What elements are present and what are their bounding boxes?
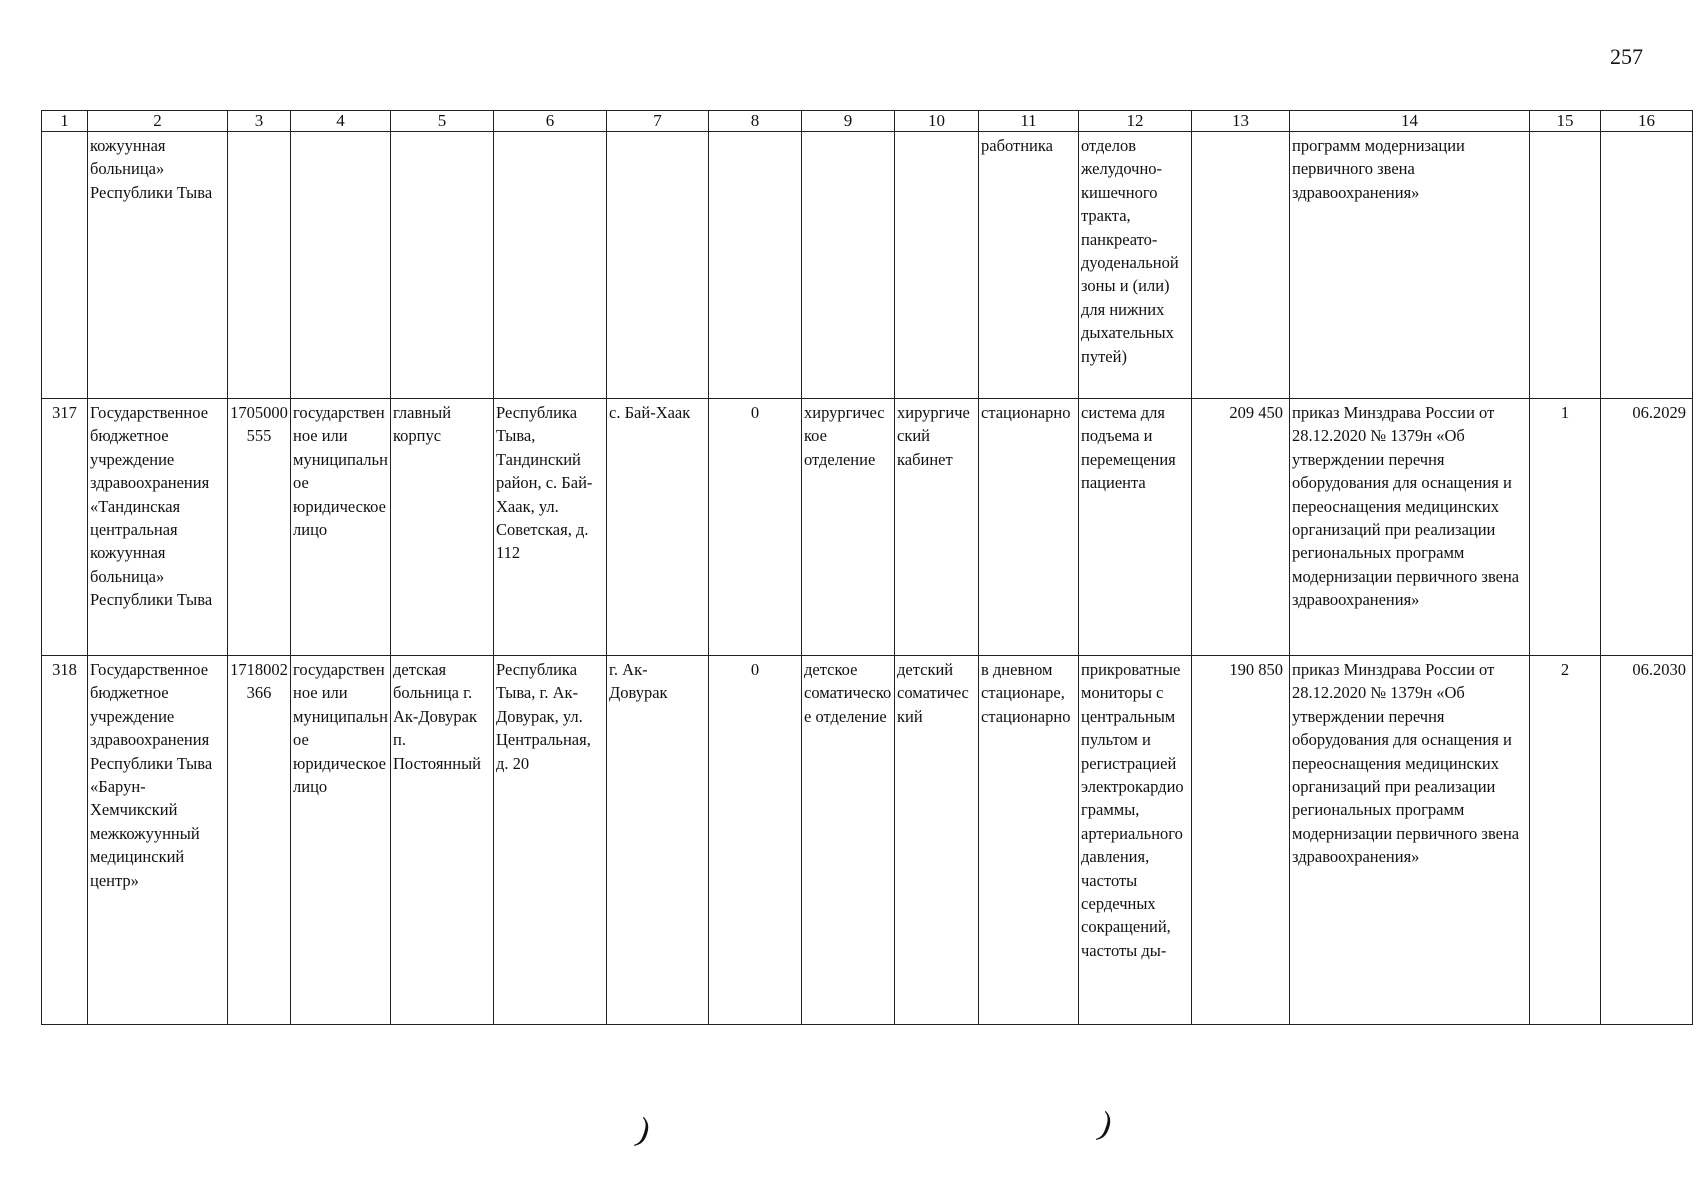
table-cell-col-11: стационарно xyxy=(979,399,1079,656)
column-header-3: 3 xyxy=(228,111,291,132)
table-cell-col-15: 2 xyxy=(1530,656,1601,1025)
table-cell-col-14: приказ Минздрава России от 28.12.2020 № 1379н «Об утверждении перечня оборудования для оснащения и переоснащения медицинских организаций при реализации региональных программ модернизации первичного звена здравоохранения» xyxy=(1290,399,1530,656)
column-header-5: 5 xyxy=(391,111,494,132)
table-cell-col-10: детский соматический xyxy=(895,656,979,1025)
table-cell-col-9: хирургическое отделение xyxy=(802,399,895,656)
column-header-11: 11 xyxy=(979,111,1079,132)
column-header-9: 9 xyxy=(802,111,895,132)
table-cell-col-13: 209 450 xyxy=(1192,399,1290,656)
table-cell-col-4: государственное или муниципальное юридическое лицо xyxy=(291,656,391,1025)
table-cell-col-5 xyxy=(391,132,494,399)
table-cell-col-5: главный корпус xyxy=(391,399,494,656)
table-cell-col-9 xyxy=(802,132,895,399)
table-cell-col-13 xyxy=(1192,132,1290,399)
column-header-6: 6 xyxy=(494,111,607,132)
column-header-7: 7 xyxy=(607,111,709,132)
column-header-1: 1 xyxy=(42,111,88,132)
column-header-8: 8 xyxy=(709,111,802,132)
table-cell-col-12: отделов желудочно-кишечного тракта, панкреато-дуоденальной зоны и (или) для нижних дыхательных путей) xyxy=(1079,132,1192,399)
table-cell-col-8: 0 xyxy=(709,399,802,656)
column-header-15: 15 xyxy=(1530,111,1601,132)
table-cell-col-2: Государственное бюджетное учреждение здравоохранения Республики Тыва «Барун-Хемчикский межкожуунный медицинский центр» xyxy=(88,656,228,1025)
table-cell-col-5: детская больница г. Ак-Довурак п. Постоянный xyxy=(391,656,494,1025)
table-cell-col-16 xyxy=(1601,132,1693,399)
table-cell-col-11: работника xyxy=(979,132,1079,399)
table-cell-col-11: в дневном стационаре, стационарно xyxy=(979,656,1079,1025)
equipment-table xyxy=(41,110,1693,1025)
table-cell-col-4: государственное или муниципальное юридическое лицо xyxy=(291,399,391,656)
table-cell-col-7 xyxy=(607,132,709,399)
table-cell-col-1 xyxy=(42,132,88,399)
column-header-10: 10 xyxy=(895,111,979,132)
column-header-12: 12 xyxy=(1079,111,1192,132)
table-cell-col-1: 318 xyxy=(42,656,88,1025)
margin-mark: ) xyxy=(1094,1105,1117,1144)
table-cell-col-16: 06.2030 xyxy=(1601,656,1693,1025)
table-cell-col-10 xyxy=(895,132,979,399)
column-header-14: 14 xyxy=(1290,111,1530,132)
table-cell-col-7: с. Бай-Хаак xyxy=(607,399,709,656)
table-cell-col-6 xyxy=(494,132,607,399)
table-cell-col-12: система для подъема и перемещения пациента xyxy=(1079,399,1192,656)
table-cell-col-2: Государственное бюджетное учреждение здравоохранения «Тандинская центральная кожуунная больница» Республики Тыва xyxy=(88,399,228,656)
table-cell-col-1: 317 xyxy=(42,399,88,656)
table-row-317 xyxy=(42,399,1693,656)
margin-mark: ) xyxy=(632,1111,655,1150)
column-header-row xyxy=(42,111,1693,132)
column-header-2: 2 xyxy=(88,111,228,132)
table-cell-col-16: 06.2029 xyxy=(1601,399,1693,656)
table-cell-col-3 xyxy=(228,132,291,399)
table-cell-col-7: г. Ак-Довурак xyxy=(607,656,709,1025)
column-header-4: 4 xyxy=(291,111,391,132)
table-cell-col-9: детское соматическое отделение xyxy=(802,656,895,1025)
table-cell-col-2: кожуунная больница» Республики Тыва xyxy=(88,132,228,399)
table-cell-col-3: 1705000555 xyxy=(228,399,291,656)
table-cell-col-15: 1 xyxy=(1530,399,1601,656)
table-cell-col-14: программ модернизации первичного звена здравоохранения» xyxy=(1290,132,1530,399)
table-cell-col-10: хирургический кабинет xyxy=(895,399,979,656)
column-header-13: 13 xyxy=(1192,111,1290,132)
table-cell-col-4 xyxy=(291,132,391,399)
table-cell-col-8: 0 xyxy=(709,656,802,1025)
table-cell-col-6: Республика Тыва, Тандинский район, с. Бай-Хаак, ул. Советская, д. 112 xyxy=(494,399,607,656)
table-cell-col-14: приказ Минздрава России от 28.12.2020 № 1379н «Об утверждении перечня оборудования для оснащения и переоснащения медицинских организаций при реализации региональных программ модернизации первичного звена здравоохранения» xyxy=(1290,656,1530,1025)
table-cell-col-3: 1718002366 xyxy=(228,656,291,1025)
table-cell-col-8 xyxy=(709,132,802,399)
column-header-16: 16 xyxy=(1601,111,1693,132)
table-cell-col-6: Республика Тыва, г. Ак-Довурак, ул. Центральная, д. 20 xyxy=(494,656,607,1025)
table-cell-col-15 xyxy=(1530,132,1601,399)
table-cell-col-12: прикроватные мониторы с центральным пультом и регистрацией электрокардиограммы, артериального давления, частоты сердечных сокращений, частоты ды- xyxy=(1079,656,1192,1025)
table-row-continued xyxy=(42,132,1693,399)
table-cell-col-13: 190 850 xyxy=(1192,656,1290,1025)
table-row-318 xyxy=(42,656,1693,1025)
page-number: 257 xyxy=(1610,44,1643,69)
